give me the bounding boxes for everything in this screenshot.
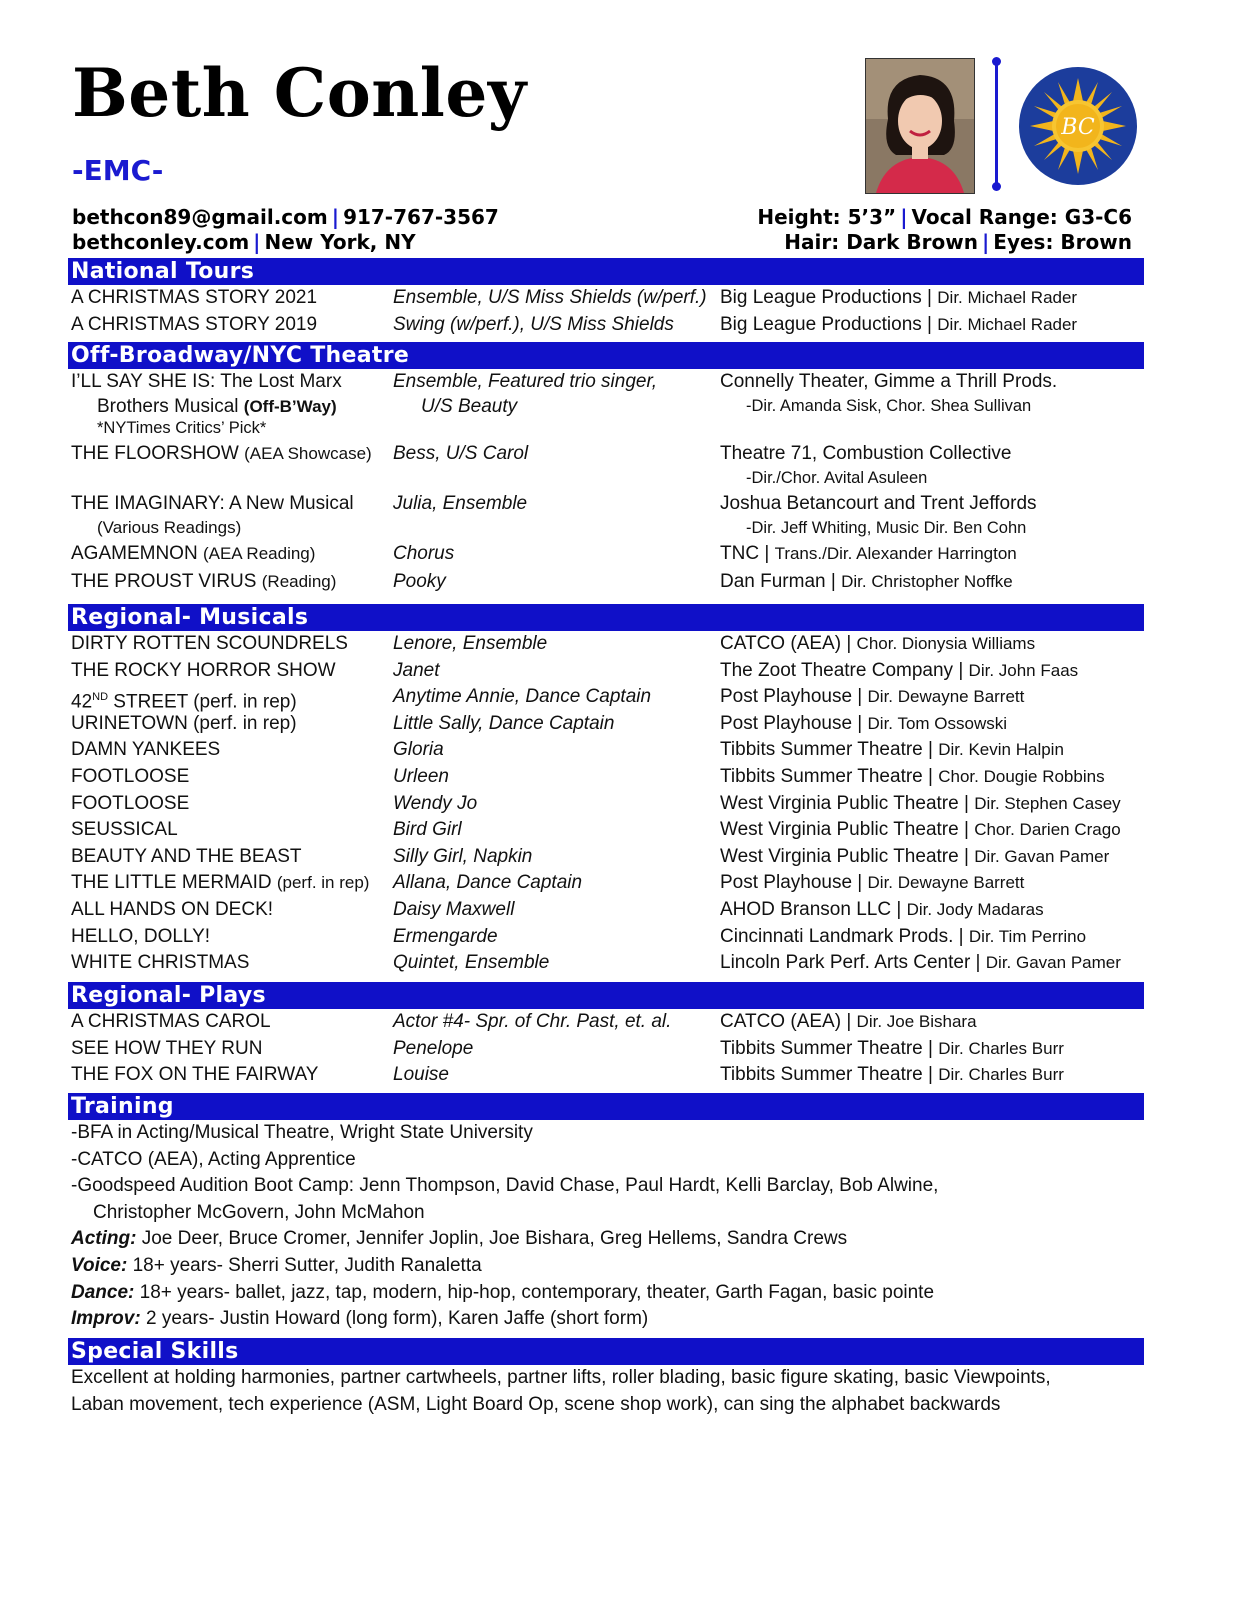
show-title: I’LL SAY SHE IS: The Lost Marx: [71, 371, 342, 392]
training-label: Improv:: [71, 1308, 141, 1330]
separator: |: [922, 1037, 939, 1059]
company: CATCO (AEA): [720, 633, 842, 654]
headshot-photo: [865, 58, 975, 194]
separator: |: [922, 1064, 939, 1086]
separator: |: [921, 287, 938, 308]
director: Dir. Christopher Noffke: [841, 572, 1013, 591]
training-line: -BFA in Acting/Musical Theatre, Wright State University: [71, 1122, 533, 1143]
section-off-broadway: [68, 342, 1144, 597]
training-voice: [68, 1253, 1144, 1280]
section-title: Regional- Musicals: [68, 604, 1144, 631]
director: Chor. Dionysia Williams: [856, 634, 1036, 653]
show-title-cont: Brothers Musical: [97, 395, 239, 417]
separator: |: [958, 845, 975, 867]
union-status: -EMC-: [72, 154, 164, 187]
director: Dir. Dewayne Barrett: [867, 873, 1025, 893]
role: Gloria: [393, 739, 444, 761]
company: Tibbits Summer Theatre: [720, 1037, 923, 1059]
credit-row: [68, 764, 1144, 791]
skills-line: Laban movement, tech experience (ASM, Light Board Op, scene shop work), can sing the alphabet backwards: [71, 1393, 1001, 1415]
section-title: Off-Broadway/NYC Theatre: [68, 342, 1144, 369]
training-value: 18+ years- ballet, jazz, tap, modern, hip-hop, contemporary, theater, Garth Fagan, basic pointe: [139, 1281, 935, 1303]
role: Julia, Ensemble: [393, 493, 528, 514]
role: Daisy Maxwell: [393, 898, 515, 920]
role: Allana, Dance Captain: [393, 872, 583, 894]
role: Pooky: [393, 571, 446, 592]
show-title: A CHRISTMAS STORY 2021: [71, 287, 318, 308]
critics-pick: *NYTimes Critics’ Pick*: [97, 418, 267, 437]
company: Tibbits Summer Theatre: [720, 765, 923, 787]
director: Dir. Joe Bishara: [856, 1012, 977, 1031]
separator: |: [852, 872, 868, 894]
show-title: HELLO, DOLLY!: [71, 925, 211, 947]
credit-row: THE PROUST VIRUS (Reading) Pooky Dan Furman | Dir. Christopher Noffke: [68, 569, 1144, 597]
role: Swing (w/perf.), U/S Miss Shields: [393, 313, 674, 335]
director: -Dir. Jeff Whiting, Music Dir. Ben Cohn: [746, 518, 1027, 537]
credit-row: [68, 312, 1144, 339]
section-title: Special Skills: [68, 1338, 1144, 1365]
credit-row: [68, 737, 1144, 764]
training-acting: [68, 1226, 1144, 1253]
company: Connelly Theater, Gimme a Thrill Prods.: [720, 371, 1058, 392]
separator: |: [953, 659, 969, 681]
show-title: THE FOX ON THE FAIRWAY: [71, 1064, 319, 1086]
separator: |: [958, 819, 975, 841]
ordinal-suffix: ND: [92, 691, 109, 704]
credit-row: [68, 1036, 1144, 1063]
separator: |: [958, 792, 975, 814]
sunflower-logo: [1018, 66, 1138, 186]
section-title: National Tours: [68, 258, 1144, 285]
show-title: SEE HOW THEY RUN: [71, 1037, 263, 1059]
credit-row: [68, 1062, 1144, 1089]
company: AHOD Branson LLC: [720, 898, 892, 920]
show-title: THE LITTLE MERMAID: [71, 872, 272, 894]
director: Dir. Stephen Casey: [974, 793, 1121, 813]
credit-row: [68, 285, 1144, 312]
website-link[interactable]: bethconley.com: [72, 230, 250, 254]
company: TNC: [720, 543, 760, 564]
credit-row: [68, 897, 1144, 924]
separator: |: [900, 205, 908, 229]
training-value: Joe Deer, Bruce Cromer, Jennifer Joplin, Joe Bishara, Greg Hellems, Sandra Crews: [141, 1228, 848, 1250]
director: -Dir. Amanda Sisk, Chor. Shea Sullivan: [746, 396, 1032, 415]
section-title: Regional- Plays: [68, 982, 1144, 1009]
credit-row: [68, 491, 1144, 541]
credit-row: [68, 950, 1144, 977]
credit-row: [68, 684, 1144, 711]
training-improv: [68, 1306, 1144, 1333]
role-cont: U/S Beauty: [421, 395, 518, 417]
show-note: (AEA Reading): [202, 544, 316, 563]
company: CATCO (AEA): [720, 1011, 842, 1032]
separator: |: [852, 712, 868, 734]
role: Chorus: [393, 543, 455, 564]
separator: |: [921, 313, 938, 335]
show-note: (AEA Showcase): [244, 444, 372, 463]
show-title: THE FLOORSHOW: [71, 443, 239, 464]
director: Dir. Kevin Halpin: [938, 740, 1064, 760]
section-special-skills: [68, 1338, 1144, 1418]
director: Trans./Dir. Alexander Harrington: [774, 544, 1017, 563]
show-title: A CHRISTMAS CAROL: [71, 1011, 271, 1032]
role: Janet: [393, 659, 440, 681]
section-regional-plays: [68, 982, 1144, 1089]
vocal-range: Vocal Range: G3-C6: [911, 205, 1132, 229]
director: Dir. Charles Burr: [938, 1065, 1064, 1085]
actor-name: Beth Conley: [72, 54, 527, 132]
credit-row: [68, 1009, 1144, 1036]
credit-row: [68, 658, 1144, 685]
company: Cincinnati Landmark Prods.: [720, 925, 954, 947]
show-title: URINETOWN (perf. in rep): [71, 712, 297, 734]
company: West Virginia Public Theatre: [720, 819, 959, 841]
company: Dan Furman: [720, 571, 826, 592]
company: West Virginia Public Theatre: [720, 792, 959, 814]
role: Wendy Jo: [393, 792, 478, 814]
credit-row: AGAMEMNON (AEA Reading) Chorus TNC | Trans./Dir. Alexander Harrington: [68, 541, 1144, 569]
director: Dir. Michael Rader: [937, 288, 1078, 307]
training-label: Acting:: [71, 1228, 137, 1250]
show-title: THE ROCKY HORROR SHOW: [71, 659, 336, 681]
training-label: Dance:: [71, 1281, 135, 1303]
logo-initials: BC: [1061, 115, 1095, 140]
director: Dir. Tom Ossowski: [867, 713, 1008, 733]
company: Big League Productions: [720, 287, 922, 308]
show-title: 42: [71, 691, 93, 713]
physical-stats: [757, 205, 1132, 255]
credit-row: [68, 924, 1144, 951]
email-link[interactable]: bethcon89@gmail.com: [72, 205, 328, 229]
director: Dir. Michael Rader: [937, 314, 1078, 334]
company: Tibbits Summer Theatre: [720, 739, 923, 761]
contact-info: [72, 205, 499, 255]
role: Actor #4- Spr. of Chr. Past, et. al.: [393, 1011, 672, 1032]
training-line: Christopher McGovern, John McMahon: [93, 1201, 425, 1223]
separator: |: [253, 230, 261, 254]
role: Little Sally, Dance Captain: [393, 712, 615, 734]
credit-row: [68, 844, 1144, 871]
training-line: -Goodspeed Audition Boot Camp: Jenn Thompson, David Chase, Paul Hardt, Kelli Barclay, Bob Alwine,: [71, 1175, 939, 1197]
location: New York, NY: [264, 230, 416, 254]
show-title: FOOTLOOSE: [71, 792, 190, 814]
show-title: SEUSSICAL: [71, 819, 178, 841]
separator: |: [922, 739, 939, 761]
separator: |: [841, 1011, 857, 1032]
director: Dir. Gavan Pamer: [974, 846, 1110, 866]
role: Quintet, Ensemble: [393, 952, 550, 974]
separator: |: [331, 205, 340, 229]
director: Dir. Tim Perrino: [968, 926, 1087, 946]
show-title: DIRTY ROTTEN SCOUNDRELS: [71, 633, 348, 654]
company: West Virginia Public Theatre: [720, 845, 959, 867]
section-title: Training: [68, 1093, 1144, 1120]
company: Joshua Betancourt and Trent Jeffords: [720, 493, 1037, 514]
show-note: (Off-B’Way): [243, 396, 337, 416]
show-note: (perf. in rep): [276, 873, 370, 893]
show-note: (Various Readings): [97, 517, 242, 537]
separator: |: [841, 633, 857, 654]
show-title: WHITE CHRISTMAS: [71, 952, 250, 974]
training-label: Voice:: [71, 1254, 128, 1276]
show-title: THE PROUST VIRUS: [71, 571, 257, 592]
director: Chor. Darien Crago: [974, 820, 1121, 840]
separator: |: [922, 765, 939, 787]
director: Dir. Jody Madaras: [906, 899, 1044, 919]
separator: |: [852, 686, 868, 708]
role: Ensemble, Featured trio singer,: [393, 371, 658, 392]
director: Chor. Dougie Robbins: [938, 766, 1105, 786]
company: Theatre 71, Combustion Collective: [720, 443, 1012, 464]
separator: |: [891, 898, 907, 920]
credit-row: [68, 817, 1144, 844]
show-note: (Reading): [261, 572, 337, 591]
role: Ermengarde: [393, 925, 498, 947]
show-title: BEAUTY AND THE BEAST: [71, 845, 302, 867]
company: Tibbits Summer Theatre: [720, 1064, 923, 1086]
director: -Dir./Chor. Avital Asuleen: [746, 468, 928, 487]
role: Bird Girl: [393, 819, 462, 841]
credit-row: [68, 791, 1144, 818]
role: Ensemble, U/S Miss Shields (w/perf.): [393, 287, 707, 308]
role: Anytime Annie, Dance Captain: [393, 686, 652, 708]
training-line: -CATCO (AEA), Acting Apprentice: [71, 1148, 356, 1170]
show-title: DAMN YANKEES: [71, 739, 221, 761]
divider-line: [995, 60, 998, 188]
company: Post Playhouse: [720, 872, 853, 894]
company: The Zoot Theatre Company: [720, 659, 954, 681]
company: Big League Productions: [720, 313, 922, 335]
show-title: A CHRISTMAS STORY 2019: [71, 313, 318, 335]
director: Dir. Dewayne Barrett: [867, 687, 1025, 707]
separator: |: [981, 230, 990, 254]
show-title: FOOTLOOSE: [71, 765, 190, 787]
phone-number: 917-767-3567: [343, 205, 499, 229]
role: Penelope: [393, 1037, 474, 1059]
separator: |: [970, 952, 986, 974]
credit-row: [68, 441, 1144, 491]
role: Louise: [393, 1064, 449, 1086]
eye-color: Eyes: Brown: [993, 230, 1132, 254]
role: Urleen: [393, 765, 449, 787]
company: Post Playhouse: [720, 712, 853, 734]
training-value: 2 years- Justin Howard (long form), Karen Jaffe (short form): [145, 1308, 649, 1330]
show-title: AGAMEMNON: [71, 543, 198, 564]
section-training: [68, 1093, 1144, 1333]
hair-color: Hair: Dark Brown: [784, 230, 978, 254]
show-title-cont: STREET (perf. in rep): [108, 691, 297, 713]
section-national-tours: [68, 258, 1144, 338]
role: Silly Girl, Napkin: [393, 845, 533, 867]
height: Height: 5’3”: [757, 205, 897, 229]
show-title: THE IMAGINARY: A New Musical: [71, 493, 354, 514]
company: Lincoln Park Perf. Arts Center: [720, 952, 971, 974]
credit-row: [68, 369, 1144, 441]
credit-row: [68, 870, 1144, 897]
training-value: 18+ years- Sherri Sutter, Judith Ranaletta: [132, 1254, 482, 1276]
role: Lenore, Ensemble: [393, 633, 548, 654]
section-regional-musicals: [68, 604, 1144, 977]
company: Post Playhouse: [720, 686, 853, 708]
role: Bess, U/S Carol: [393, 443, 529, 464]
separator: |: [953, 925, 969, 947]
skills-line: Excellent at holding harmonies, partner cartwheels, partner lifts, roller blading, basic figure skating, basic Viewpoints,: [71, 1367, 1051, 1388]
training-dance: [68, 1280, 1144, 1307]
director: Dir. John Faas: [968, 660, 1079, 680]
credit-row: [68, 711, 1144, 738]
credit-row: [68, 631, 1144, 658]
director: Dir. Gavan Pamer: [985, 953, 1121, 973]
show-title: ALL HANDS ON DECK!: [71, 898, 274, 920]
director: Dir. Charles Burr: [938, 1038, 1064, 1058]
